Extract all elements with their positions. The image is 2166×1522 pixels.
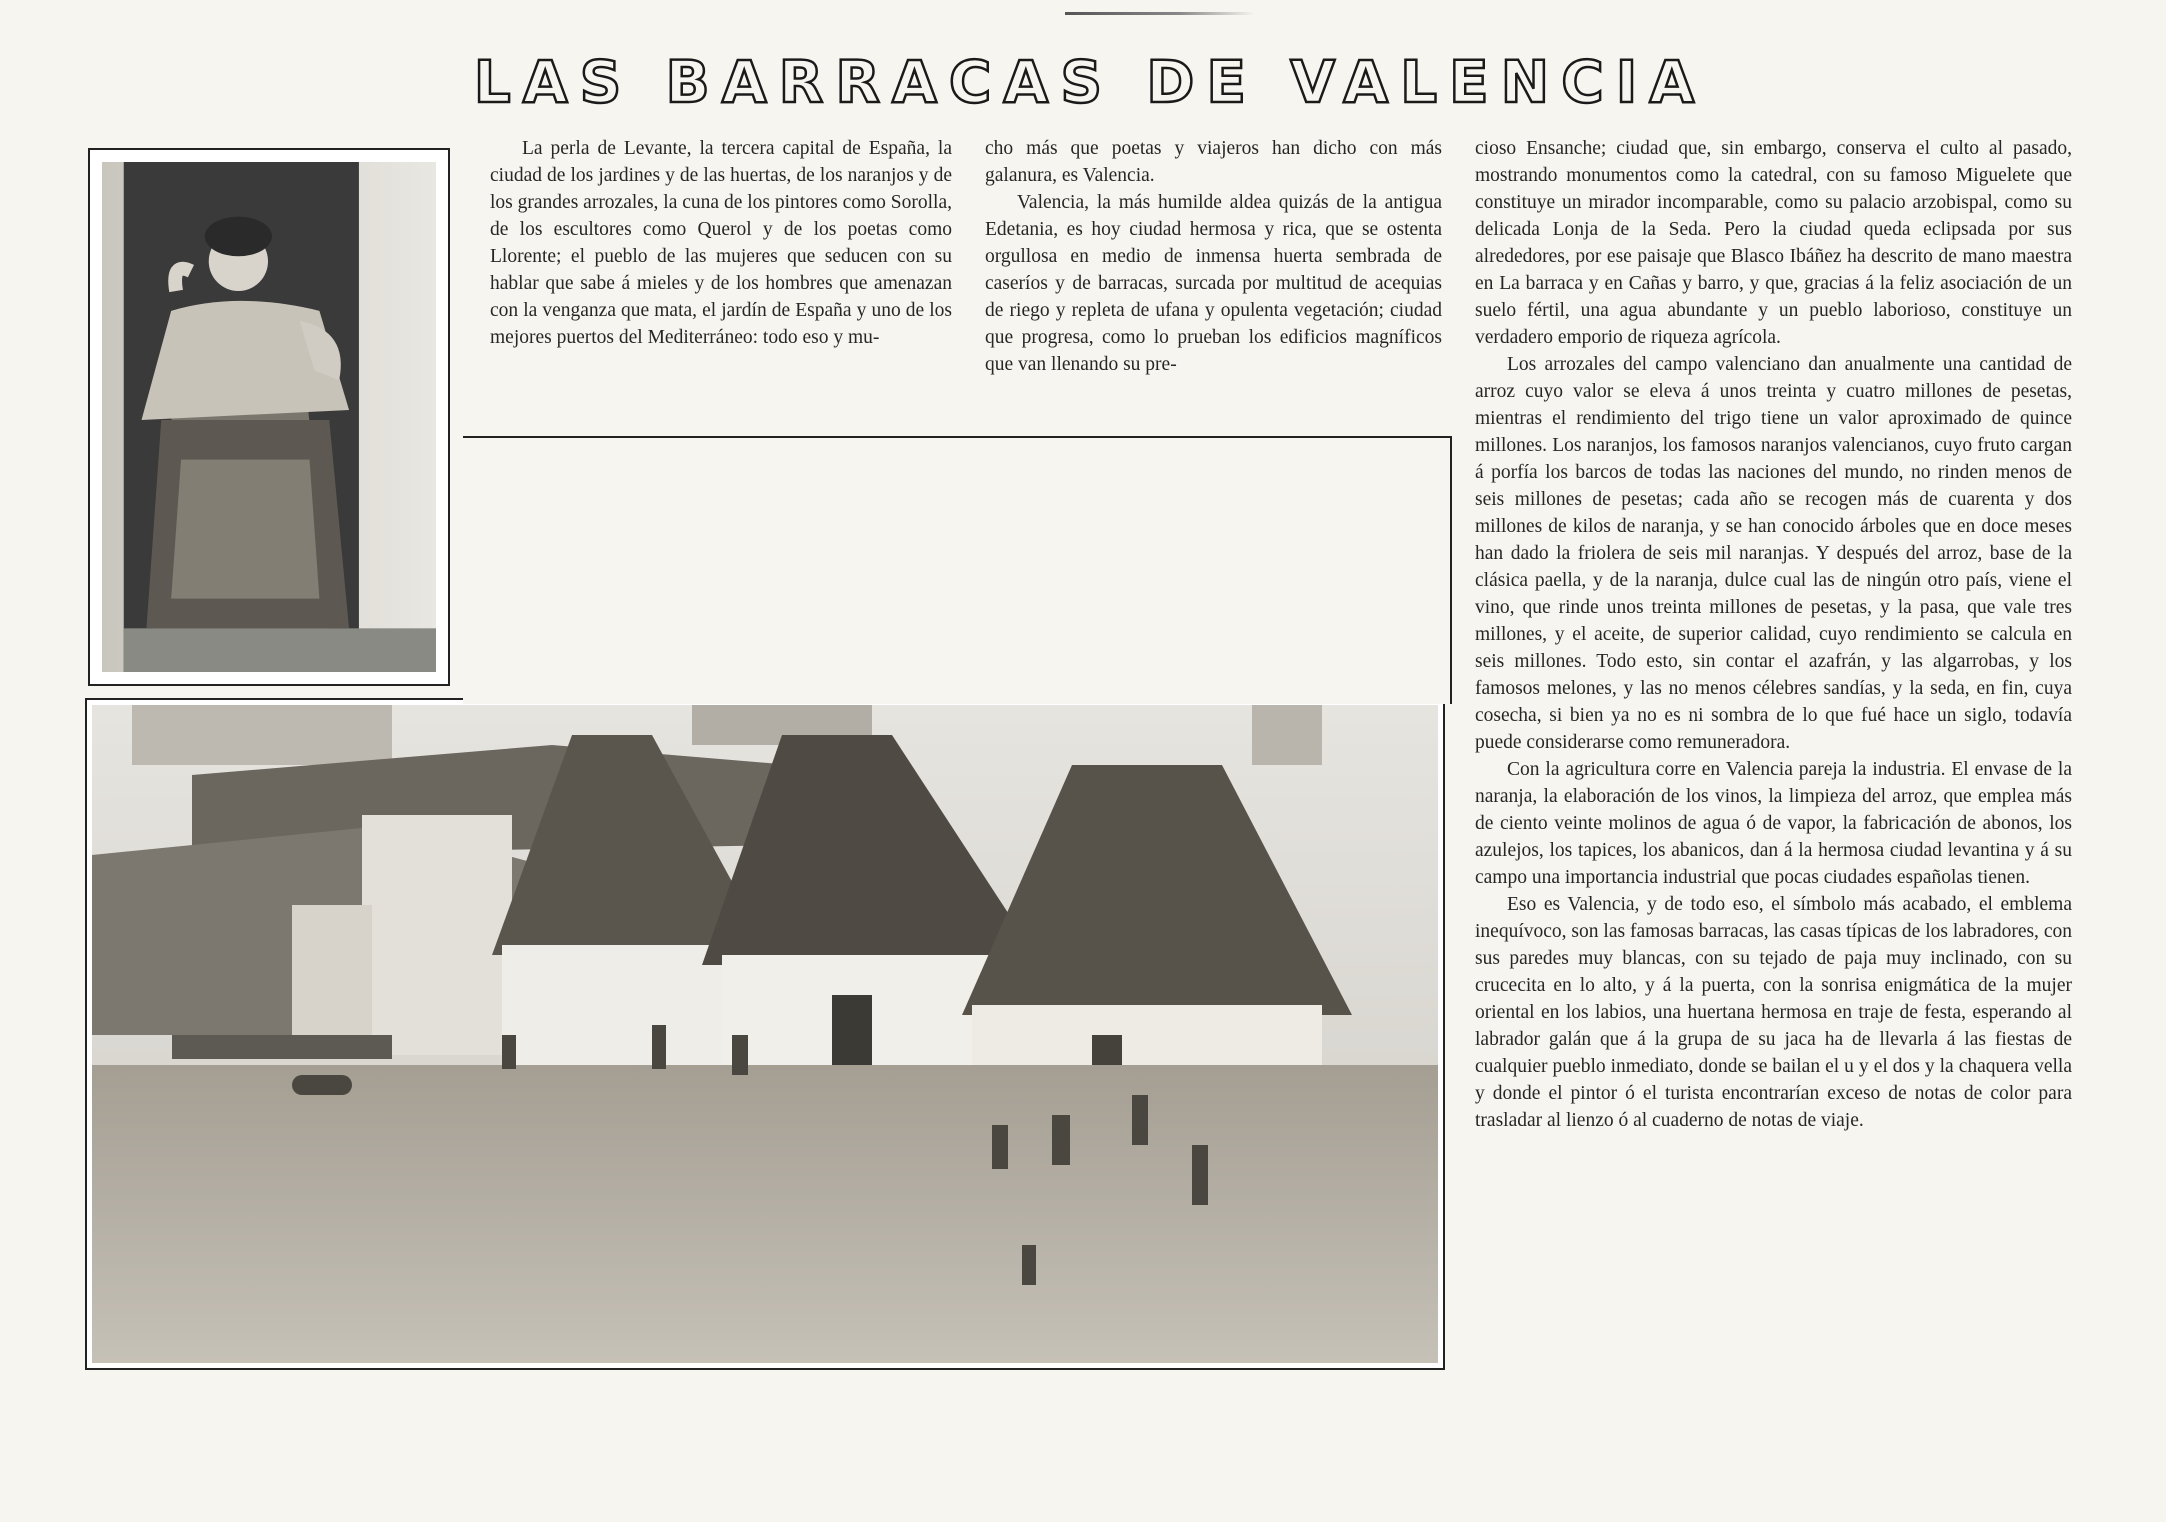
barracas-photo (85, 698, 1445, 1370)
column2-paragraph-2: Valencia, la más humilde aldea quizás de la antigua Edetania, es hoy ciudad hermosa y rica, que se ostenta orgullosa en medio de inmensa huerta sembrada de caseríos y de barracas, surcada por multitud de acequias de riego y repleta de ufana y opulenta vegetación; ciudad que progresa, como lo prueban los edificios magníficos que van llenando su pre- (985, 192, 1442, 375)
top-edge-rule (1065, 12, 1255, 15)
column3-paragraph-4: Eso es Valencia, y de todo eso, el símbolo más acabado, el emblema inequívoco, son las famosas barracas, las casas típicas de los labradores, con sus paredes muy blancas, con su tejado de paja muy inclinado, con su crucecita en lo alto, y á la puerta, con la sonrisa enigmática de la mujer oriental en los labios, una huertana hermosa en traje de festa, esperando al labrador galán que á la grupa de su jaca ha de llevarla á las fiestas de cualquier pueblo inmediato, donde se bailan el u y el dos y la chaquera vella y donde el pintor ó el turista encontrarían exceso de notas de color para trasladar al lienzo ó al cuaderno de notas de viaje. (1475, 894, 2072, 1131)
column1-paragraph: La perla de Levante, la tercera capital de España, la ciudad de los jardines y de las huertas, de los naranjos y de los grandes arrozales, la cuna de los pintores como Sorolla, de los escultores como Querol y de los poetas como Llorente; el pueblo de las mujeres que seducen con su hablar que sabe á mieles y de los hombres que amenazan con la venganza que mata, el jardín de España y uno de los mejores puertos del Mediterráneo: todo eso y mu- (490, 138, 952, 348)
portrait-photo (88, 148, 450, 686)
column3-paragraph-3: Con la agricultura corre en Valencia pareja la industria. El envase de la naranja, la elaboración de los vinos, la limpieza del arroz, que emplea más de ciento veinte molinos de agua ó de vapor, la fabricación de abonos, los azulejos, los tapices, los abanicos, dan á la hermosa ciudad levantina y á su campo una importancia industrial que pocas ciudades españolas tienen. (1475, 759, 2072, 888)
article-title: LAS BARRACAS DE VALENCIA (473, 48, 1707, 116)
photo-notch (463, 436, 1452, 704)
column2-paragraph-1: cho más que poetas y viajeros han dicho con más galanura, es Valencia. (985, 138, 1442, 186)
text-column-3 (1475, 135, 2072, 1134)
column3-paragraph-1: cioso Ensanche; ciudad que, sin embargo, conserva el culto al pasado, mostrando monumentos como la catedral, con su famoso Miguelete que constituye un mirador incomparable, como su palacio arzobispal, como su delicada Lonja de la Seda. Pero la ciudad queda eclipsada por sus alrededores, por ese paisaje que Blasco Ibáñez ha descrito de mano maestra en La barraca y en Cañas y barro, y que, gracias á la feliz asociación de un suelo fértil, una agua abundante y un pueblo laborioso, constituye un verdadero emporio de riqueza agrícola. (1475, 138, 2072, 348)
column3-paragraph-2: Los arrozales del campo valenciano dan anualmente una cantidad de arroz cuyo valor se eleva á unos treinta y cuatro millones de pesetas, mientras el rendimiento del trigo tiene un valor aproximado de quince millones. Los naranjos, los famosos naranjos valencianos, cuyo fruto cargan á porfía los barcos de todas las naciones del mundo, no rinden menos de seis millones de pesetas; cada año se recogen más de cuarenta y dos millones de kilos de naranja, y se han conocido árboles que en doce meses han dado la friolera de seis mil naranjas. Y después del arroz, base de la clásica paella, y de la naranja, dulce cual las de ningún otro país, viene el vino, que rinde unos treinta millones de pesetas, y la pasa, que vale tres millones, y el aceite, de superior calidad, cuyo rendimiento se calcula en seis millones. Todo esto, sin contar el azafrán, y las algarrobas, y los famosos melones, y las no menos célebres sandías, y la seda, en fin, cuya cosecha, si bien ya no es ni sombra de lo que fué hace un siglo, todavía puede considerarse como remuneradora. (1475, 354, 2072, 753)
text-column-1 (490, 135, 952, 351)
text-column-2 (985, 135, 1442, 378)
